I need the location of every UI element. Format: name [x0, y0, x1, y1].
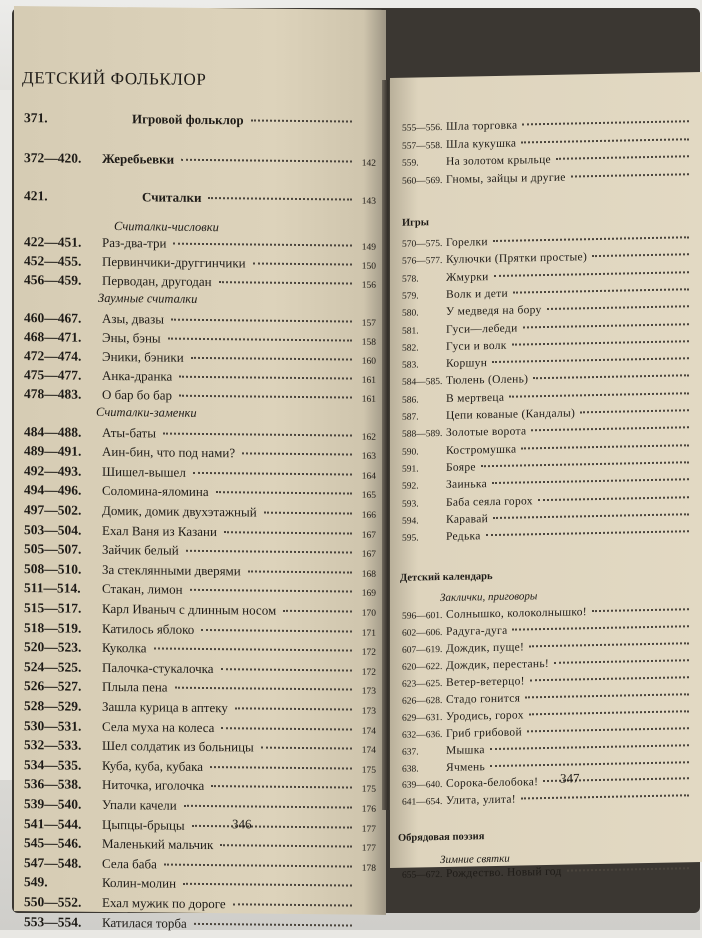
entry-number: 582. — [402, 343, 446, 354]
leader-dots — [493, 236, 689, 242]
entry-number: 539—540. — [24, 796, 102, 813]
entry-page: 176 — [356, 805, 376, 815]
entry-title: Гуси и волк — [446, 340, 509, 353]
entry-title: Уродись, горох — [446, 709, 526, 723]
leader-dots — [533, 375, 689, 380]
entry-title: Костромушка — [446, 443, 518, 456]
entry-title: Маленький мальчик — [102, 836, 216, 853]
entry-number: 632—636. — [402, 730, 446, 741]
entry-number: 515—517. — [24, 600, 102, 617]
entry-number: 541—544. — [24, 816, 102, 833]
entry-number: 530—531. — [24, 718, 102, 735]
entry-page: 168 — [356, 569, 376, 579]
entry-number: 511—514. — [24, 580, 102, 597]
leader-dots — [164, 863, 352, 867]
entry-title: Куколка — [102, 640, 150, 656]
leader-dots — [183, 883, 352, 887]
entry-number: 602—606. — [402, 628, 446, 639]
leader-dots — [224, 531, 352, 534]
entry-page: 161 — [356, 376, 376, 386]
leader-dots — [521, 138, 689, 143]
entry-title: Палочка-стукалочка — [102, 660, 217, 677]
entry-title: Шишел-вышел — [102, 464, 189, 481]
entry-number: 626—628. — [402, 696, 446, 707]
entry-number: 421. — [24, 188, 102, 205]
contents-entry — [24, 914, 376, 938]
entry-page: 157 — [356, 318, 376, 328]
entry-number: 452—455. — [24, 253, 102, 270]
leader-dots — [513, 288, 689, 293]
entry-title: Карл Иваныч с длинным носом — [102, 601, 279, 619]
left-page — [14, 6, 386, 915]
entry-title: Аин-бин, что под нами? — [102, 444, 238, 461]
entry-page: 167 — [356, 530, 376, 540]
entry-title: Гномы, зайцы и другие — [446, 171, 568, 185]
leader-dots — [493, 513, 689, 519]
entry-title: Стадо гонится — [446, 692, 522, 705]
entry-page: 161 — [356, 395, 376, 405]
entry-number: 532—533. — [24, 737, 102, 754]
entry-number: 588—589. — [402, 429, 446, 440]
leader-dots — [220, 844, 352, 847]
leader-dots — [264, 512, 352, 515]
leader-dots — [242, 453, 352, 456]
entry-title: Солнышко, колоколнышко! — [446, 607, 589, 622]
entry-title: Упали качели — [102, 797, 180, 814]
entry-title: Стакан, лимон — [102, 581, 186, 598]
entry-number: 524—525. — [24, 659, 102, 676]
entry-number: 623—625. — [402, 679, 446, 690]
section-heading: Считалки-заменки — [96, 404, 197, 420]
leader-dots — [529, 710, 689, 715]
entry-number: 576—577. — [402, 256, 446, 267]
leader-dots — [233, 903, 352, 906]
section-heading: Заумные считалки — [98, 290, 197, 306]
leader-dots — [235, 707, 352, 710]
entry-title: Радуга-дуга — [446, 625, 509, 638]
entry-title: Улита, улита! — [446, 794, 518, 807]
entry-number: 579. — [402, 291, 446, 302]
entry-page: 167 — [356, 550, 376, 560]
entry-page: 142 — [356, 159, 376, 169]
entry-number: 581. — [402, 325, 446, 336]
entry-title: Эны, бэны — [102, 330, 164, 347]
leader-dots — [208, 197, 352, 201]
leader-dots — [210, 766, 352, 769]
entry-title: Азы, двазы — [102, 311, 167, 328]
entry-title: Считалки — [142, 189, 204, 206]
leader-dots — [554, 659, 689, 664]
entry-title: Заинька — [446, 478, 489, 491]
entry-title: Ехал мужик по дороге — [102, 895, 229, 912]
page-number-right: 347 — [560, 770, 580, 786]
entry-title: Тюлень (Олень) — [446, 374, 530, 388]
entry-page: 174 — [356, 746, 376, 756]
entry-page: 160 — [356, 357, 376, 367]
entry-title: Редька — [446, 530, 483, 543]
leader-dots — [512, 340, 689, 345]
leader-dots — [592, 609, 689, 613]
entry-number: 655—672. — [402, 870, 446, 881]
section-heading: Детский календарь — [400, 571, 493, 584]
leader-dots — [283, 610, 352, 613]
entry-number: 641—654. — [402, 797, 446, 808]
leader-dots — [512, 626, 689, 631]
entry-page: 173 — [356, 687, 376, 697]
leader-dots — [261, 747, 352, 750]
entry-title: Дождик, перестань! — [446, 658, 551, 672]
entry-title: Игровой фольклор — [132, 111, 247, 128]
entry-page: 171 — [356, 628, 376, 638]
entry-number: 590. — [402, 447, 446, 458]
entry-page: 164 — [356, 471, 376, 481]
entry-page: 177 — [356, 844, 376, 854]
leader-dots — [251, 119, 352, 122]
leader-dots — [211, 785, 352, 788]
leader-dots — [190, 589, 352, 593]
leader-dots — [538, 496, 689, 501]
entry-number: 555—556. — [402, 123, 446, 134]
entry-title: Мышка — [446, 744, 487, 757]
entry-number: 526—527. — [24, 678, 102, 695]
entry-page: 172 — [356, 648, 376, 658]
entry-number: 559. — [402, 158, 446, 169]
entry-title: Раз-два-три — [102, 235, 169, 252]
entry-title: Домик, домик двухэтажный — [102, 503, 260, 521]
entry-title: Рождество. Новый год — [446, 866, 564, 880]
entry-number: 586. — [402, 395, 446, 406]
entry-title: Гриб грибовой — [446, 726, 524, 739]
leader-dots — [186, 550, 352, 554]
entry-number: 583. — [402, 360, 446, 371]
entry-title: Катилось яблоко — [102, 621, 197, 638]
leader-dots — [571, 173, 689, 177]
entry-page: 156 — [356, 281, 376, 291]
contents-entry — [24, 150, 376, 174]
entry-number: 468—471. — [24, 329, 102, 346]
leader-dots — [556, 155, 689, 160]
entry-number: 587. — [402, 412, 446, 423]
leader-dots — [492, 478, 689, 484]
entry-title: О бар бо бар — [102, 387, 175, 404]
leader-dots — [521, 795, 689, 800]
leader-dots — [192, 824, 352, 828]
entry-title: Ветер-ветерцо! — [446, 675, 527, 689]
leader-dots — [547, 305, 689, 310]
leader-dots — [253, 263, 352, 266]
contents-entry — [24, 110, 376, 134]
entry-title: Гуси—лебеди — [446, 322, 520, 335]
leader-dots — [181, 159, 352, 163]
entry-number: 592. — [402, 481, 446, 492]
entry-title: Цыпцы-брыцы — [102, 817, 188, 834]
entry-number: 593. — [402, 498, 446, 509]
leader-dots — [221, 668, 352, 671]
leader-dots — [580, 409, 689, 413]
entry-number: 578. — [402, 274, 446, 285]
entry-number: 505—507. — [24, 541, 102, 558]
entry-number: 494—496. — [24, 482, 102, 499]
leader-dots — [171, 318, 352, 322]
leader-dots — [163, 432, 352, 436]
entry-title: Баба сеяла горох — [446, 495, 535, 509]
entry-number: 553—554. — [24, 914, 102, 931]
leader-dots — [527, 727, 689, 732]
leader-dots — [490, 761, 689, 767]
entry-page: 163 — [356, 452, 376, 462]
leader-dots — [490, 744, 689, 750]
subsection-heading: Заклички, приговоры — [440, 591, 537, 605]
leader-dots — [523, 323, 689, 328]
entry-page: 166 — [356, 511, 376, 521]
entry-title: Эники, бэники — [102, 349, 187, 366]
leader-dots — [179, 395, 352, 399]
entry-title: Сорока-белобока! — [446, 777, 540, 791]
entry-page: 173 — [356, 707, 376, 717]
entry-title: Шла кукушка — [446, 137, 518, 150]
entry-number: 545—546. — [24, 835, 102, 852]
entry-number: 520—523. — [24, 639, 102, 656]
entry-number: 372—420. — [24, 150, 102, 167]
entry-title: Бояре — [446, 461, 478, 474]
page-header: ДЕТСКИЙ ФОЛЬКЛОР — [22, 68, 206, 90]
entry-title: Перводан, другодан — [102, 273, 215, 290]
entry-number: 492—493. — [24, 463, 102, 480]
entry-title: У медведя на бору — [446, 304, 544, 318]
leader-dots — [175, 687, 352, 691]
contents-entry — [24, 272, 376, 296]
leader-dots — [248, 570, 352, 573]
entry-number: 584—585. — [402, 377, 446, 388]
entry-number: 534—535. — [24, 757, 102, 774]
entry-title: Анка-дранка — [102, 368, 175, 385]
entry-page: 143 — [356, 197, 376, 207]
entry-title: Первинчики-друггинчики — [102, 254, 249, 272]
leader-dots — [173, 243, 352, 247]
leader-dots — [567, 867, 689, 871]
entry-number: 607—619. — [402, 645, 446, 656]
entry-number: 484—488. — [24, 424, 102, 441]
entry-title: Горелки — [446, 236, 490, 249]
entry-title: В мертвеца — [446, 391, 506, 404]
entry-title: Ехал Ваня из Казани — [102, 523, 220, 540]
entry-page: 169 — [356, 589, 376, 599]
entry-title: Катилася торба — [102, 915, 190, 932]
entry-number: 639—640. — [402, 780, 446, 791]
entry-page: 175 — [356, 765, 376, 775]
entry-page: 170 — [356, 609, 376, 619]
entry-number: 591. — [402, 464, 446, 475]
entry-title: Зайчик белый — [102, 542, 182, 559]
leader-dots — [194, 922, 352, 926]
entry-number: 478—483. — [24, 386, 102, 403]
entry-number: 637. — [402, 747, 446, 758]
entry-number: 456—459. — [24, 272, 102, 289]
entry-number: 629—631. — [402, 713, 446, 724]
entry-title: Колин-молин — [102, 875, 179, 892]
entry-number: 550—552. — [24, 894, 102, 911]
entry-title: Каравай — [446, 513, 490, 526]
entry-title: Села муха на колеса — [102, 719, 217, 736]
entry-title: Цепи кованые (Кандалы) — [446, 407, 577, 422]
entry-number: 422—451. — [24, 234, 102, 251]
leader-dots — [492, 357, 689, 363]
leader-dots — [193, 472, 352, 476]
entry-number: 580. — [402, 308, 446, 319]
entry-number: 472—474. — [24, 348, 102, 365]
entry-number: 503—504. — [24, 522, 102, 539]
entry-title: На золотом крыльце — [446, 154, 553, 168]
entry-number: 547—548. — [24, 855, 102, 872]
entry-page: 149 — [356, 243, 376, 253]
leader-dots — [521, 444, 689, 449]
leader-dots — [481, 461, 689, 467]
section-heading: Считалки-числовки — [114, 219, 219, 235]
contents-entry — [24, 386, 376, 410]
leader-dots — [509, 392, 689, 397]
entry-number: 371. — [24, 110, 102, 127]
leader-dots — [486, 530, 689, 536]
entry-number: 560—569. — [402, 175, 446, 186]
entry-number: 595. — [402, 533, 446, 544]
leader-dots — [179, 376, 352, 380]
entry-title: Куба, куба, кубака — [102, 758, 206, 775]
entry-title: За стеклянными дверями — [102, 562, 244, 579]
entry-page: 172 — [356, 667, 376, 677]
entry-page: 177 — [356, 824, 376, 834]
entry-title: Жеребьевки — [102, 151, 177, 168]
leader-dots — [525, 693, 689, 698]
entry-number: 570—575. — [402, 239, 446, 250]
entry-title: Зашла курица в аптеку — [102, 699, 231, 716]
leader-dots — [168, 337, 352, 341]
entry-title: Дождик, пуще! — [446, 642, 526, 656]
entry-title: Коршун — [446, 357, 489, 370]
leader-dots — [216, 492, 352, 495]
entry-page: 175 — [356, 785, 376, 795]
page-number-left: 346 — [232, 816, 252, 832]
entry-number: 549. — [24, 874, 102, 891]
entry-title: Села баба — [102, 856, 160, 873]
entry-title: Ниточка, иголочка — [102, 777, 207, 794]
entry-title: Шла торговка — [446, 120, 519, 133]
entry-number: 508—510. — [24, 561, 102, 578]
leader-dots — [529, 642, 689, 647]
leader-dots — [154, 648, 352, 652]
leader-dots — [531, 427, 689, 432]
entry-title: Ячмень — [446, 761, 487, 774]
entry-page: 150 — [356, 262, 376, 272]
contents-entry — [24, 188, 376, 212]
leader-dots — [191, 357, 352, 361]
entry-number: 497—502. — [24, 502, 102, 519]
entry-page: 178 — [356, 863, 376, 873]
leader-dots — [219, 282, 352, 285]
entry-title: Шел солдатик из больницы — [102, 738, 257, 756]
entry-number: 475—477. — [24, 367, 102, 384]
entry-page: 165 — [356, 491, 376, 501]
section-heading: Игры — [402, 217, 429, 229]
leader-dots — [522, 120, 689, 125]
leader-dots — [201, 629, 352, 633]
entry-number: 489—491. — [24, 443, 102, 460]
entry-title: Кулючки (Прятки простые) — [446, 251, 589, 266]
leader-dots — [530, 676, 689, 681]
entry-title: Жмурки — [446, 271, 491, 284]
entry-page: 158 — [356, 337, 376, 347]
entry-page: 174 — [356, 726, 376, 736]
entry-number: 518—519. — [24, 620, 102, 637]
section-heading: Обрядовая поэзия — [398, 831, 484, 844]
entry-number: 536—538. — [24, 776, 102, 793]
leader-dots — [494, 271, 689, 277]
entry-number: 557—558. — [402, 140, 446, 151]
entry-page: 162 — [356, 432, 376, 442]
leader-dots — [221, 727, 352, 730]
right-page — [390, 72, 702, 868]
entry-title: Плыла пена — [102, 679, 171, 696]
entry-number: 460—467. — [24, 310, 102, 327]
entry-number: 594. — [402, 516, 446, 527]
leader-dots — [184, 805, 352, 809]
entry-title: Волк и дети — [446, 288, 510, 301]
entry-number: 528—529. — [24, 698, 102, 715]
entry-title: Соломина-яломина — [102, 483, 212, 500]
entry-number: 596—601. — [402, 611, 446, 622]
entry-title: Золотые ворота — [446, 426, 528, 440]
entry-number: 620—622. — [402, 662, 446, 673]
entry-title: Аты-баты — [102, 425, 159, 442]
entry-number: 638. — [402, 763, 446, 774]
leader-dots — [592, 254, 689, 258]
subsection-heading: Зимние святки — [440, 853, 510, 866]
